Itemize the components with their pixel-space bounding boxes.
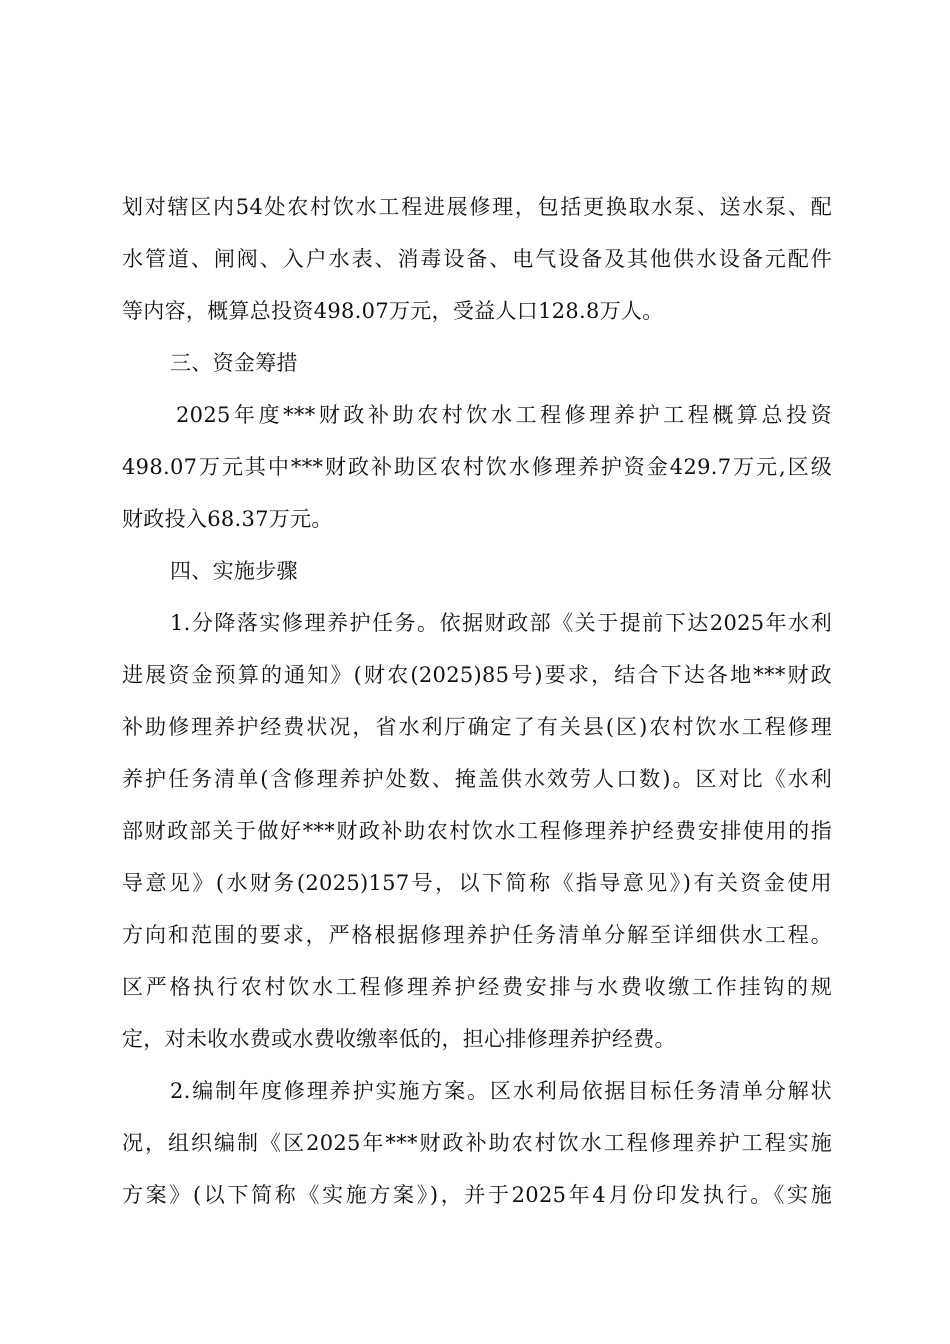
body-text-line: 等内容，概算总投资498.07万元，受益人口128.8万人。 [122,299,664,323]
body-text-line: 水管道、闸阀、入户水表、消毒设备、电气设备及其他供水设备元配件 [122,247,832,271]
body-text-line: 498.07万元其中***财政补助区农村饮水修理养护资金429.7万元,区级 [122,455,832,479]
body-text-line: 定，对未收水费或水费收缴率低的，担心排修理养护经费。 [122,1027,676,1051]
body-text-line: 方案》(以下简称《实施方案》)，并于2025年4月份印发执行。《实施 [122,1183,832,1207]
section-heading: 四、实施步骤 [170,559,298,583]
body-text-line: 划对辖区内54处农村饮水工程进展修理，包括更换取水泵、送水泵、配 [122,195,832,219]
body-text-line: 养护任务清单(含修理养护处数、掩盖供水效劳人口数)。区对比《水利 [122,767,832,791]
body-text-line: 导意见》(水财务(2025)157号，以下简称《指导意见》)有关资金使用 [122,871,832,895]
body-text-line: 部财政部关于做好***财政补助农村饮水工程修理养护经费安排使用的指 [122,819,832,843]
body-text-line: 1.分降落实修理养护任务。依据财政部《关于提前下达2025年水利 [170,611,832,635]
body-text-line: 补助修理养护经费状况，省水利厅确定了有关县(区)农村饮水工程修理 [122,715,832,739]
section-heading: 三、资金筹措 [170,351,298,375]
body-text-line: 2025年度***财政补助农村饮水工程修理养护工程概算总投资 [176,403,832,427]
body-text-line: 方向和范围的要求，严格根据修理养护任务清单分解至详细供水工程。 [122,923,832,947]
body-text-line: 区严格执行农村饮水工程修理养护经费安排与水费收缴工作挂钩的规 [122,975,832,999]
body-text-line: 进展资金预算的通知》(财农(2025)85号)要求，结合下达各地***财政 [122,663,832,687]
body-text-line: 2.编制年度修理养护实施方案。区水利局依据目标任务清单分解状 [170,1079,832,1103]
body-text-line: 财政投入68.37万元。 [122,507,333,531]
body-text-line: 况，组织编制《区2025年***财政补助农村饮水工程修理养护工程实施 [122,1131,832,1155]
